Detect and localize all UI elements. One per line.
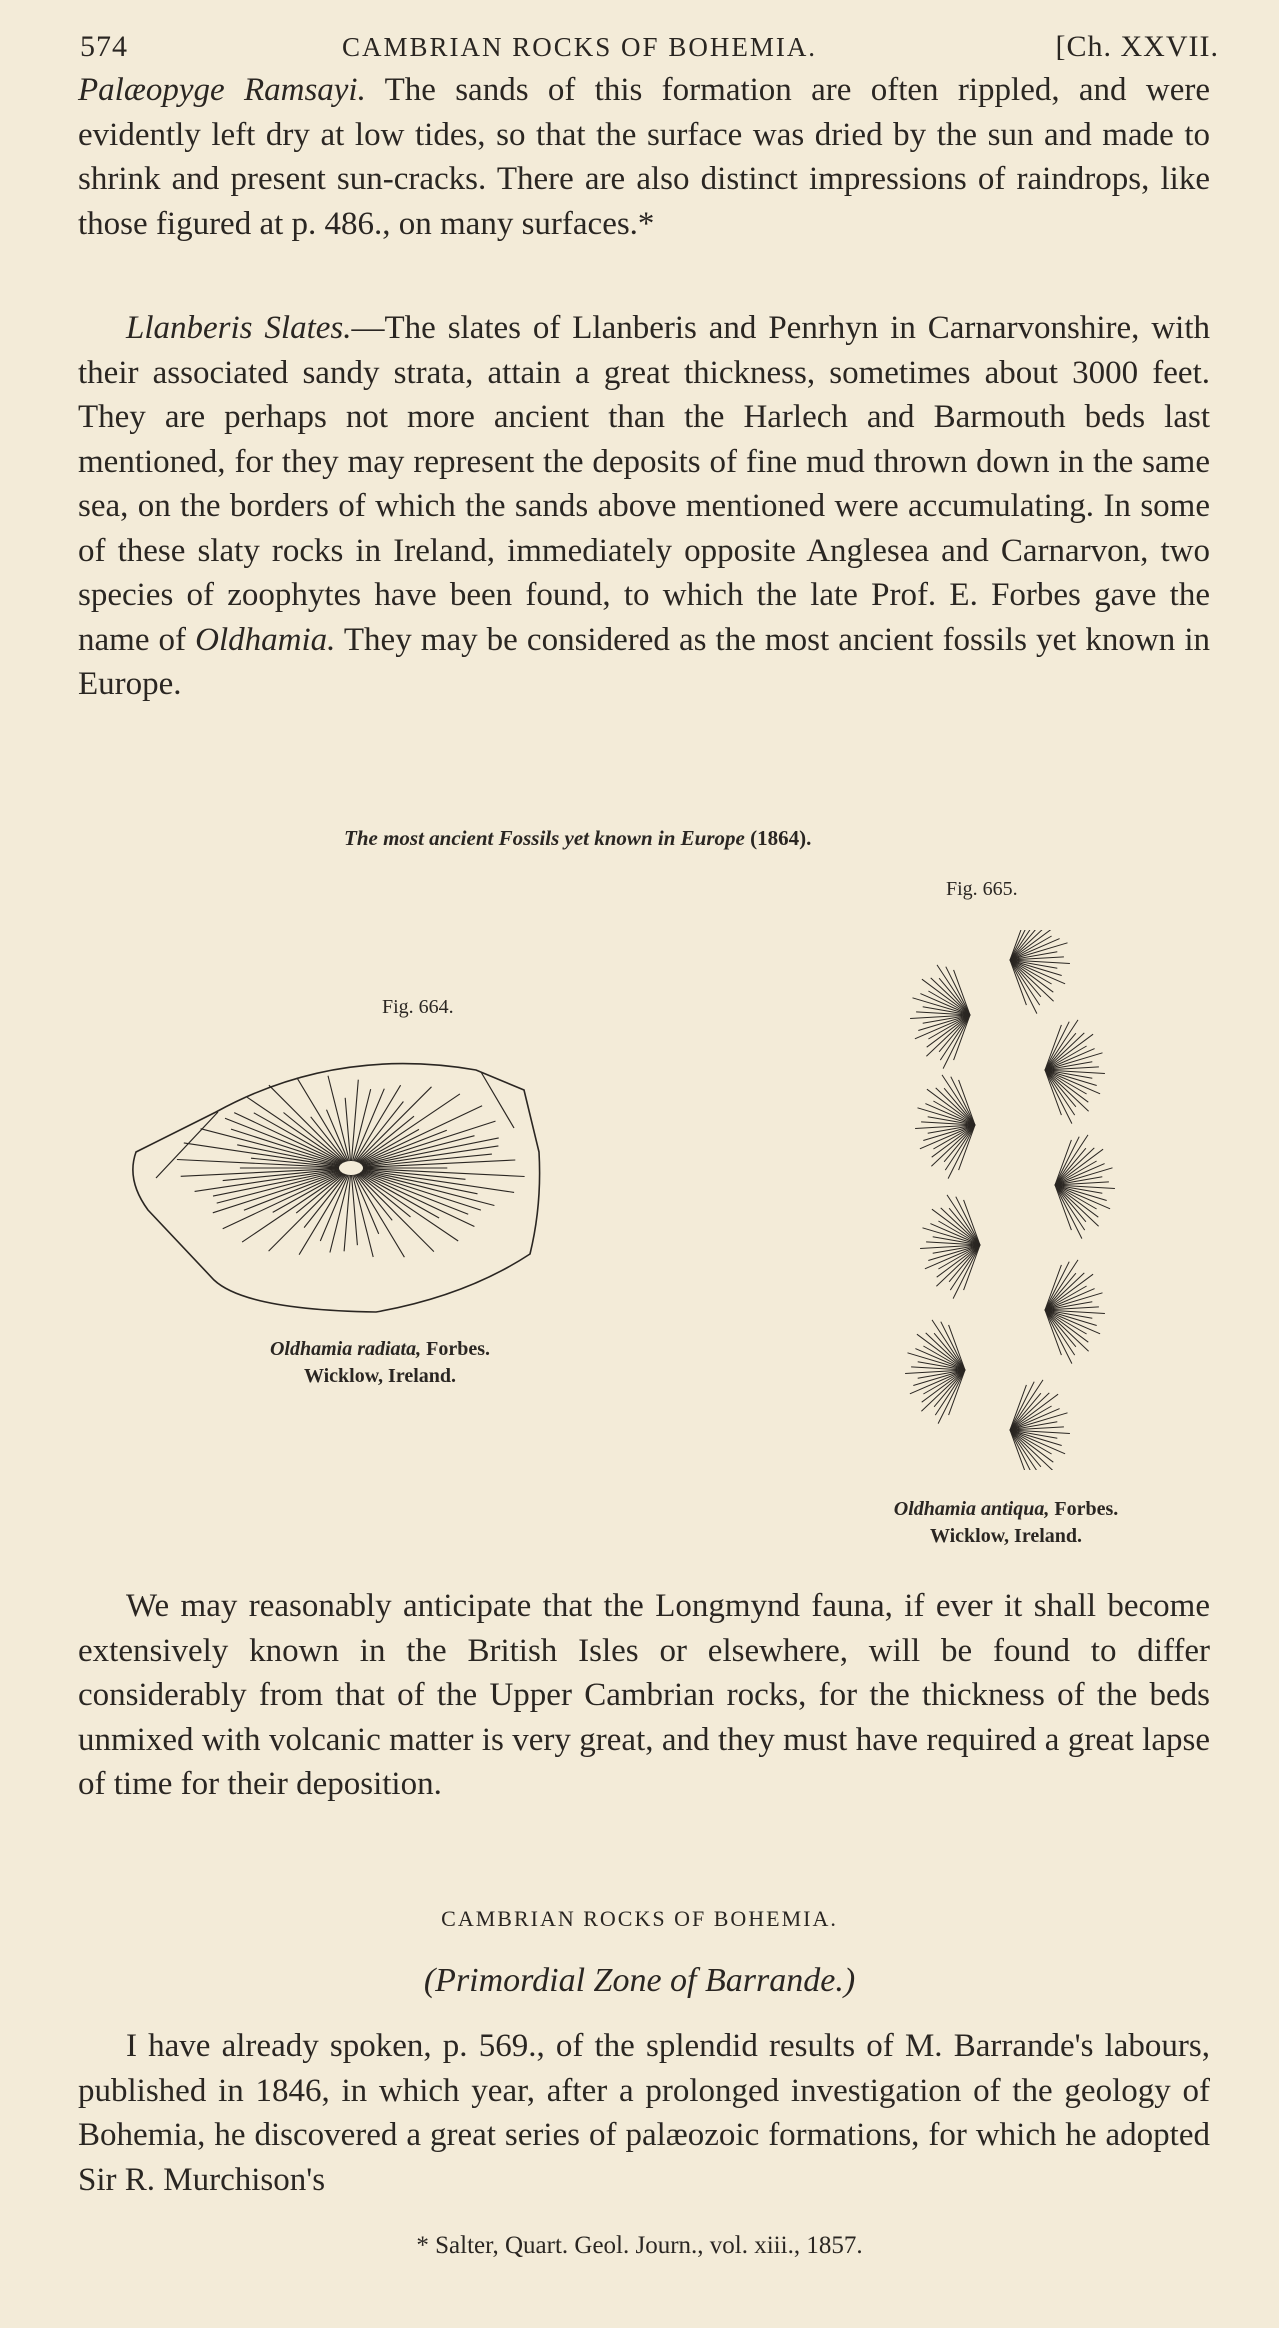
figure-heading: The most ancient Fossils yet known in Europe (1864). xyxy=(344,826,812,850)
italic-term: Palæopyge Ramsayi. xyxy=(78,72,366,108)
fig-664-label: Fig. 664. xyxy=(382,996,454,1018)
locality: Wicklow, Ireland. xyxy=(929,1525,1083,1547)
italic-genus: Oldhamia. xyxy=(195,621,336,658)
fig-664-caption: Oldhamia radiata, Forbes. Wicklow, Ireland. xyxy=(230,1336,530,1390)
paragraph-palaeopyge xyxy=(78,68,1210,246)
fig-665-label: Fig. 665. xyxy=(946,878,1018,900)
italic-term: Llanberis Slates. xyxy=(126,310,352,346)
section-title: CAMBRIAN ROCKS OF BOHEMIA. xyxy=(441,1906,838,1931)
paragraph-text: —The slates of Llanberis and Penrhyn in Carnarvonshire, with their associated sandy strata, attain a great thickness, sometimes about 3000 feet. They are perhaps not more ancient than the Harlech and Barmouth beds last mentioned, for they may represent the deposits of fine mud thrown down in the same sea, on the borders of which the sands above mentioned were accumulating. In some of these slaty rocks in Ireland, immediately opposite Anglesea and Carnarvon, two species of zoophytes have been found, to which the late Prof. E. Forbes gave the name of xyxy=(78,310,1210,658)
oldhamia-radiata-illustration xyxy=(126,1040,666,1320)
paragraph-longmynd: We may reasonably anticipate that the Longmynd fauna, if ever it shall become extensively known in the British Isles or elsewhere, will be found to differ considerably from that of the Upper Cambrian rocks, for the thickness of the beds unmixed with volcanic matter is very great, and they must have required a great lapse of time for their deposition. xyxy=(78,1588,1210,1802)
running-title: CAMBRIAN ROCKS OF BOHEMIA. xyxy=(342,32,818,62)
paragraph-text: They may be considered as the most ancient fossils yet known in Europe. xyxy=(78,621,1211,702)
paragraph-bohemia: I have already spoken, p. 569., of the splendid results of M. Barrande's labours, published in 1846, in which year, after a prolonged investigation of the geology of Bohemia, he discovered a great series of palæozoic formations, for which he adopted Sir R. Murchison's xyxy=(78,2028,1210,2198)
paragraph-llanberis xyxy=(78,306,1210,707)
species-name: Oldhamia antiqua, xyxy=(893,1498,1050,1520)
footnote: * Salter, Quart. Geol. Journ., vol. xiii., 1857. xyxy=(416,2232,863,2259)
chapter-marker: [Ch. XXVII. xyxy=(1055,30,1219,63)
locality: Wicklow, Ireland. xyxy=(303,1365,457,1387)
section-subtitle: (Primordial Zone of Barrande.) xyxy=(423,1962,856,1999)
paragraph-text: The sands of this formation are often rippled, and were evidently left dry at low tides, so that the surface was dried by the sun and made to shrink and present sun-cracks. There are also distinct impressions of raindrops, like those figured at p. 486., on many surfaces.* xyxy=(78,72,1210,242)
species-name: Oldhamia radiata, xyxy=(269,1338,422,1360)
oldhamia-antiqua-illustration xyxy=(870,930,1150,1470)
fig-665-caption: Oldhamia antiqua, Forbes. Wicklow, Ireland. xyxy=(846,1496,1166,1550)
page-number: 574 xyxy=(80,30,128,63)
